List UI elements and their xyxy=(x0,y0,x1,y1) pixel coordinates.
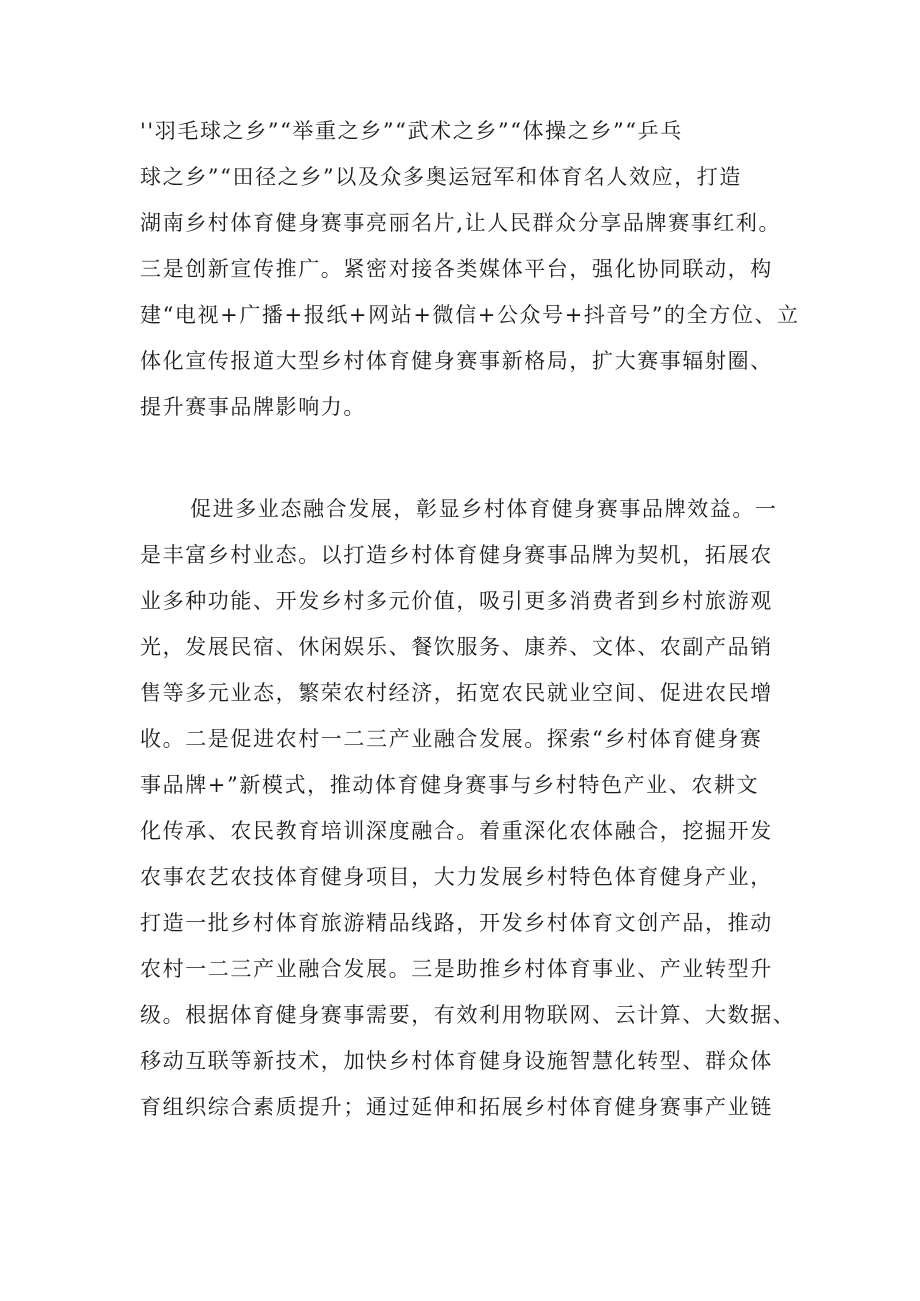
text-line: 打造一批乡村体育旅游精品线路，开发乡村体育文创产品，推动 xyxy=(140,911,773,935)
text-line: 球之乡”“田径之乡”以及众多奥运冠军和体育名人效应，打造 xyxy=(140,165,743,189)
text-line: 提升赛事品牌影响力。 xyxy=(140,395,366,419)
text-line: 湖南乡村体育健身赛事亮丽名片,让人民群众分享品牌赛事红利。 xyxy=(140,211,782,235)
text-line: ''羽毛球之乡”“举重之乡”“武术之乡”“体操之乡”“乒乓 xyxy=(140,119,683,143)
text-line: 收。二是促进农村一二三产业融合发展。探索“乡村体育健身赛 xyxy=(140,727,763,751)
text-line: 业多种功能、开发乡村多元价值，吸引更多消费者到乡村旅游观 xyxy=(140,589,773,613)
text-line: 光，发展民宿、休闲娱乐、餐饮服务、康养、文体、农副产品销 xyxy=(140,635,773,659)
text-line: 售等多元业态，繁荣农村经济，拓宽农民就业空间、促进农民增 xyxy=(140,681,773,705)
text-line: 事品牌+”新模式，推动体育健身赛事与乡村特色产业、农耕文 xyxy=(140,773,760,797)
text-line: 移动互联等新技术，加快乡村体育健身设施智慧化转型、群众体 xyxy=(140,1049,773,1073)
text-line: 体化宣传报道大型乡村体育健身赛事新格局，扩大赛事辐射圈、 xyxy=(140,349,773,373)
text-line: 三是创新宣传推广。紧密对接各类媒体平台，强化协同联动，构 xyxy=(140,257,773,281)
text-line: 是丰富乡村业态。以打造乡村体育健身赛事品牌为契机，拓展农 xyxy=(140,543,773,567)
text-line: 农村一二三产业融合发展。三是助推乡村体育事业、产业转型升 xyxy=(140,957,773,981)
text-line: 级。根据体育健身赛事需要，有效利用物联网、云计算、大数据、 xyxy=(140,1003,796,1027)
text-line: 促进多业态融合发展，彰显乡村体育健身赛事品牌效益。一 xyxy=(190,497,778,521)
text-line: 育组织综合素质提升；通过延伸和拓展乡村体育健身赛事产业链 xyxy=(140,1095,773,1119)
text-line: 农事农艺农技体育健身项目，大力发展乡村特色体育健身产业， xyxy=(140,865,773,889)
text-line: 建“电视+广播+报纸+网站+微信+公众号+抖音号”的全方位、立 xyxy=(140,303,800,327)
text-line: 化传承、农民教育培训深度融合。着重深化农体融合，挖掘开发 xyxy=(140,819,773,843)
